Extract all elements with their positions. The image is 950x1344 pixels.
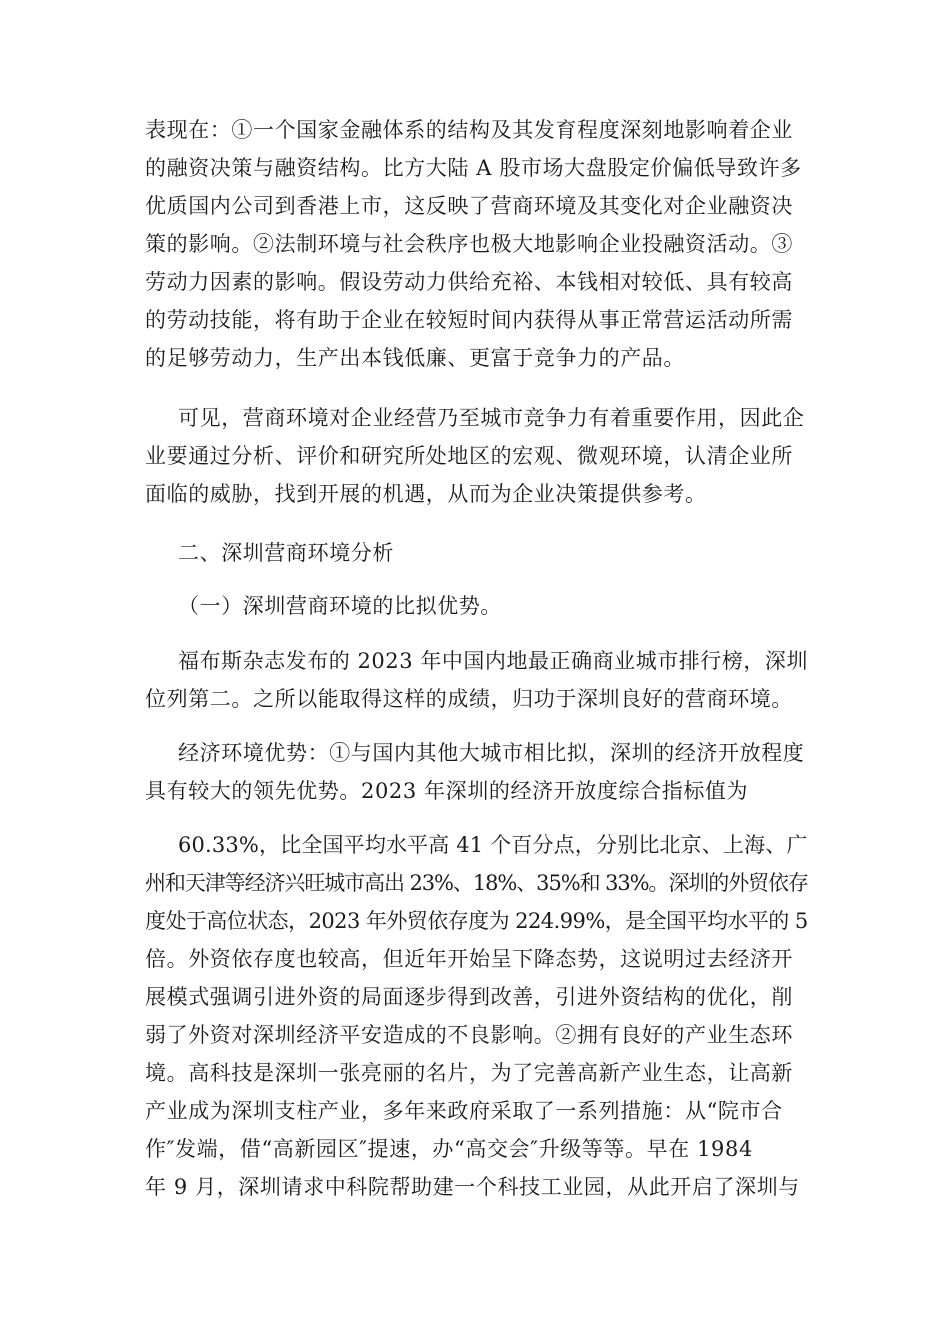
paragraph-line: 的劳动技能，将有助于企业在较短时间内获得从事正常营运活动所需 [145, 308, 793, 332]
subsection-heading: （一）深圳营商环境的比拟优势。 [178, 594, 502, 618]
paragraph-line: 位列第二。之所以能取得这样的成绩，归功于深圳良好的营商环境。 [145, 687, 793, 711]
paragraph-line: 策的影响。②法制环境与社会秩序也极大地影响企业投融资活动。③ [145, 232, 793, 256]
paragraph-line: 的融资决策与融资结构。比方大陆 A 股市场大盘股定价偏低导致许多 [145, 156, 802, 180]
paragraph-line: 表现在：①一个国家金融体系的结构及其发育程度深刻地影响着企业 [145, 118, 793, 142]
paragraph-line: 作″发端，借“高新园区″提速，办“高交会″升级等等。早在 1984 [145, 1137, 753, 1161]
paragraph-line: 年 9 月，深圳请求中科院帮助建一个科技工业园，从此开启了深圳与 [145, 1175, 800, 1199]
paragraph-line: 具有较大的领先优势。2023 年深圳的经济开放度综合指标值为 [145, 779, 749, 803]
paragraph-line: 可见，营商环境对企业经营乃至城市竞争力有着重要作用，因此企 [178, 406, 805, 430]
paragraph-line: 经济环境优势：①与国内其他大城市相比拟，深圳的经济开放程度 [178, 741, 805, 765]
paragraph-line: 劳动力因素的影响。假设劳动力供给充裕、本钱相对较低、具有较高 [145, 270, 793, 294]
paragraph-line: 倍。外资依存度也较高，但近年开始呈下降态势，这说明过去经济开 [145, 947, 793, 971]
paragraph-line: 福布斯杂志发布的 2023 年中国内地最正确商业城市排行榜，深圳 [178, 649, 808, 673]
section-heading: 二、深圳营商环境分析 [178, 541, 394, 565]
paragraph-line: 产业成为深圳支柱产业，多年来政府采取了一系列措施：从“院市合 [145, 1099, 783, 1123]
paragraph-line: 度处于高位状态，2023 年外贸依存度为 224.99%，是全国平均水平的 5 [145, 909, 808, 933]
paragraph-line: 展模式强调引进外资的局面逐步得到改善，引进外资结构的优化，削 [145, 985, 793, 1009]
paragraph-line: 面临的威胁，找到开展的机遇，从而为企业决策提供参考。 [145, 482, 707, 506]
paragraph-line: 弱了外资对深圳经济平安造成的不良影响。②拥有良好的产业生态环 [145, 1023, 793, 1047]
paragraph-line: 优质国内公司到香港上市，这反映了营商环境及其变化对企业融资决 [145, 194, 793, 218]
paragraph-line: 的足够劳动力，生产出本钱低廉、更富于竞争力的产品。 [145, 346, 685, 370]
paragraph-line: 境。高科技是深圳一张亮丽的名片，为了完善高新产业生态，让高新 [145, 1061, 793, 1085]
paragraph-line: 60.33%，比全国平均水平高 41 个百分点，分别比北京、上海、广 [178, 833, 808, 857]
paragraph-line: 州和天津等经济兴旺城市高出 23%、18%、35%和 33%。深圳的外贸依存 [145, 871, 808, 895]
paragraph-line: 业要通过分析、评价和研究所处地区的宏观、微观环境，认清企业所 [145, 444, 793, 468]
